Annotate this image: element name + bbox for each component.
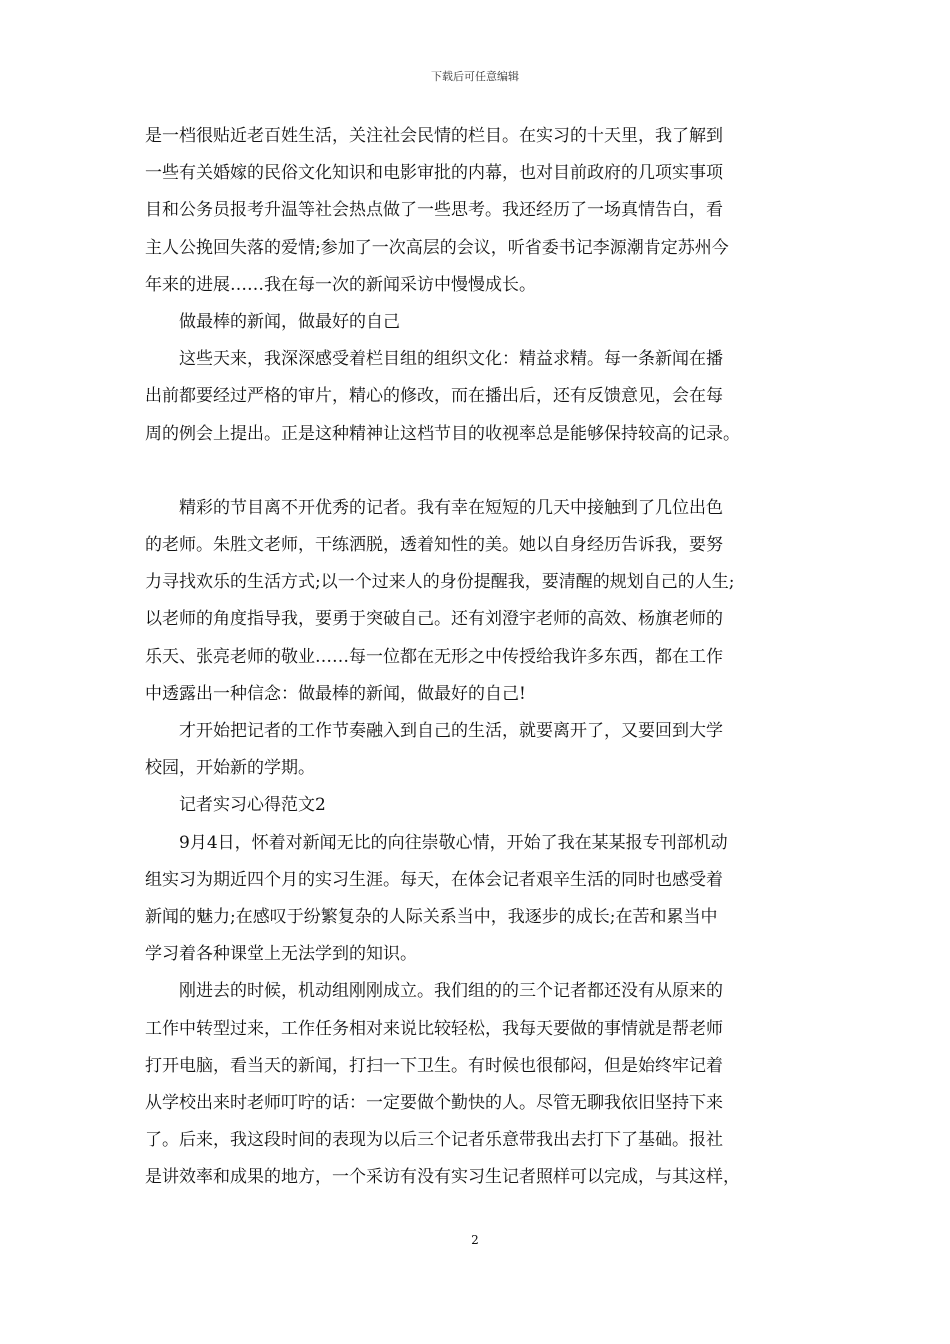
text-line: 从学校出来时老师叮咛的话：一定要做个勤快的人。尽管无聊我依旧坚持下来 <box>145 1092 723 1113</box>
text-line: 打开电脑，看当天的新闻，打扫一下卫生。有时候也很郁闷，但是始终牢记着 <box>145 1055 723 1076</box>
page-number: 2 <box>471 1233 479 1247</box>
page-header: 下载后可任意编辑 <box>431 70 519 83</box>
text-line: 中透露出一种信念：做最棒的新闻，做最好的自己! <box>145 683 526 704</box>
text-line: 刚进去的时候，机动组刚刚成立。我们组的的三个记者都还没有从原来的 <box>179 981 723 1002</box>
text-line: 了。后来，我这段时间的表现为以后三个记者乐意带我出去打下了基础。报社 <box>145 1130 723 1151</box>
text-line: 才开始把记者的工作节奏融入到自己的生活，就要离开了，又要回到大学 <box>179 721 723 741</box>
text-line: 是讲效率和成果的地方，一个采访有没有实习生记者照样可以完成，与其这样， <box>145 1167 740 1188</box>
text-line: 乐天、张亮老师的敬业……每一位都在无形之中传授给我许多东西，都在工作 <box>145 646 723 667</box>
section-subheading: 做最棒的新闻，做最好的自己 <box>179 311 400 332</box>
text-line: 新闻的魅力;在感叹于纷繁复杂的人际关系当中，我逐步的成长;在苦和累当中 <box>145 906 718 927</box>
text-line: 工作中转型过来，工作任务相对来说比较轻松，我每天要做的事情就是帮老师 <box>145 1018 723 1039</box>
text-line: 周的例会上提出。正是这种精神让这档节目的收视率总是能够保持较高的记录。 <box>145 423 740 444</box>
text-line: 力寻找欢乐的生活方式;以一个过来人的身份提醒我，要清醒的规划自己的人生; <box>145 572 735 593</box>
text-line: 以老师的角度指导我，要勇于突破自己。还有刘澄宇老师的高效、杨旗老师的 <box>145 609 723 630</box>
text-line: 的老师。朱胜文老师，干练洒脱，透着知性的美。她以自身经历告诉我，要努 <box>145 535 723 556</box>
text-line: 主人公挽回失落的爱情;参加了一次高层的会议，听省委书记李源潮肯定苏州今 <box>145 237 729 258</box>
text-line: 学习着各种课堂上无法学到的知识。 <box>145 944 417 965</box>
section-heading: 记者实习心得范文2 <box>179 795 326 816</box>
text-line: 年来的进展……我在每一次的新闻采访中慢慢成长。 <box>145 274 536 295</box>
text-line: 组实习为期近四个月的实习生涯。每天，在体会记者艰辛生活的同时也感受着 <box>145 869 723 890</box>
text-line: 9月4日，怀着对新闻无比的向往崇敬心情，开始了我在某某报专刊部机动 <box>179 832 728 853</box>
text-line: 校园，开始新的学期。 <box>145 758 315 779</box>
document-body <box>145 118 825 1196</box>
text-line: 出前都要经过严格的审片，精心的修改，而在播出后，还有反馈意见，会在每 <box>145 386 723 407</box>
text-line: 目和公务员报考升温等社会热点做了一些思考。我还经历了一场真情告白，看 <box>145 200 723 221</box>
text-line: 一些有关婚嫁的民俗文化知识和电影审批的内幕，也对目前政府的几项实事项 <box>145 163 723 184</box>
blank-line <box>145 453 825 490</box>
text-line: 是一档很贴近老百姓生活，关注社会民情的栏目。在实习的十天里，我了解到 <box>145 126 723 146</box>
text-line: 精彩的节目离不开优秀的记者。我有幸在短短的几天中接触到了几位出色 <box>179 497 723 518</box>
text-line: 这些天来，我深深感受着栏目组的组织文化：精益求精。每一条新闻在播 <box>179 349 723 370</box>
